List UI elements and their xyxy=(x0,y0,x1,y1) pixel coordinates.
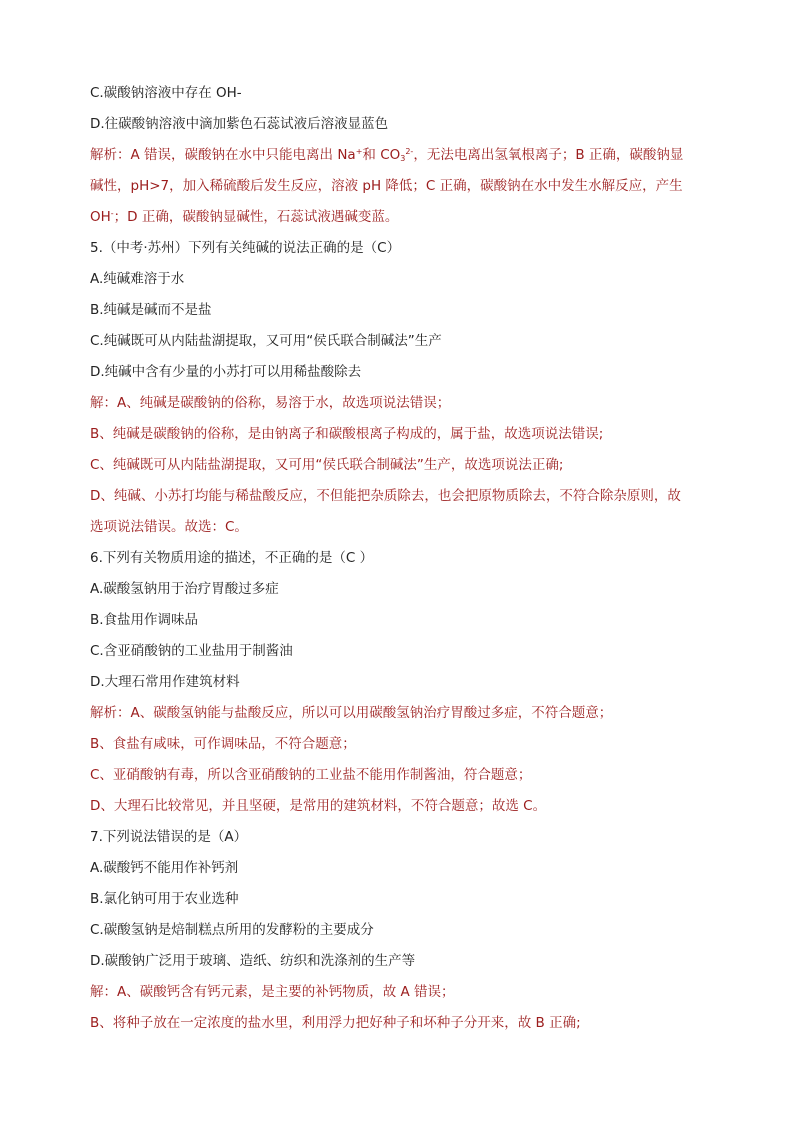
option-c-line: C.碳酸钠溶液中存在 OH- xyxy=(90,85,242,101)
option-d-line: D.碳酸钠广泛用于玻璃、造纸、纺织和洗涤剂的生产等 xyxy=(90,953,416,969)
analysis-line: OH-；D 正确，碳酸钠显碱性，石蕊试液遇碱变蓝。 xyxy=(90,209,399,225)
question-7-stem: 7.下列说法错误的是（A） xyxy=(90,829,248,845)
option-c-line: C.纯碱既可从内陆盐湖提取，又可用“侯氏联合制碱法”生产 xyxy=(90,333,442,349)
solution-line: 选项说法错误。故选：C。 xyxy=(90,519,248,535)
option-a-line: A.碳酸钙不能用作补钙剂 xyxy=(90,860,239,876)
solution-line: B、将种子放在一定浓度的盐水里，利用浮力把好种子和坏种子分开来，故 B 正确; xyxy=(90,1015,581,1031)
option-a-line: A.纯碱难溶于水 xyxy=(90,271,185,287)
option-d-line: D.大理石常用作建筑材料 xyxy=(90,674,240,690)
option-c-line: C.含亚硝酸钠的工业盐用于制酱油 xyxy=(90,643,293,659)
solution-line: 解：A、纯碱是碳酸钠的俗称，易溶于水，故选项说法错误； xyxy=(90,395,451,411)
option-b-line: B.氯化钠可用于农业选种 xyxy=(90,891,239,907)
option-b-line: B.纯碱是碱而不是盐 xyxy=(90,302,212,318)
option-b-line: B.食盐用作调味品 xyxy=(90,612,199,628)
solution-line: B、纯碱是碳酸钠的俗称，是由钠离子和碳酸根离子构成的，属于盐，故选项说法错误; xyxy=(90,426,604,442)
option-a-line: A.碳酸氢钠用于治疗胃酸过多症 xyxy=(90,581,279,597)
analysis-line: B、食盐有咸味，可作调味品，不符合题意； xyxy=(90,736,356,752)
analysis-line: 解析：A 错误，碳酸钠在水中只能电离出 Na+和 $CO_3^{2-}$，无法电离出氢氧根离子；B 正确，碳酸钠显 xyxy=(90,147,684,163)
option-d-line: D.往碳酸钠溶液中滴加紫色石蕊试液后溶液显蓝色 xyxy=(90,116,389,132)
solution-line: D、纯碱、小苏打均能与稀盐酸反应，不但能把杂质除去，也会把原物质除去，不符合除杂原则，故 xyxy=(90,488,681,504)
option-c-line: C.碳酸氢钠是焙制糕点所用的发酵粉的主要成分 xyxy=(90,922,374,938)
analysis-line: 碱性，pH>7，加入稀硫酸后发生反应，溶液 pH 降低；C 正确，碳酸钠在水中发生水解反应，产生 xyxy=(90,178,683,194)
analysis-line: 解析：A、碳酸氢钠能与盐酸反应，所以可以用碳酸氢钠治疗胃酸过多症，不符合题意； xyxy=(90,705,613,721)
option-d-line: D.纯碱中含有少量的小苏打可以用稀盐酸除去 xyxy=(90,364,362,380)
question-5-stem: 5.（中考·苏州）下列有关纯碱的说法正确的是（C） xyxy=(90,240,401,256)
question-6-stem: 6.下列有关物质用途的描述，不正确的是（C ） xyxy=(90,550,374,566)
solution-line: 解：A、碳酸钙含有钙元素，是主要的补钙物质，故 A 错误； xyxy=(90,984,455,1000)
analysis-line: D、大理石比较常见，并且坚硬，是常用的建筑材料，不符合题意；故选 C。 xyxy=(90,798,547,814)
solution-line: C、纯碱既可从内陆盐湖提取，又可用“侯氏联合制碱法”生产，故选项说法正确; xyxy=(90,457,564,473)
analysis-line: C、亚硝酸钠有毒，所以含亚硝酸钠的工业盐不能用作制酱油，符合题意； xyxy=(90,767,532,783)
